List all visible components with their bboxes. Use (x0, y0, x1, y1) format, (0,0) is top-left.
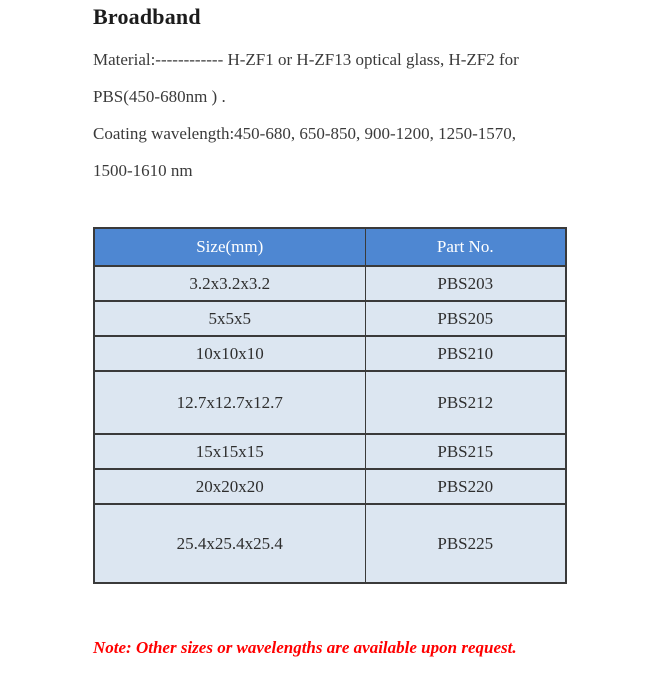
coating-line-2: 1500-1610 nm (93, 161, 193, 180)
coating-line-1: Coating wavelength:450-680, 650-850, 900-1200, 1250-1570, (93, 124, 517, 143)
part-cell: PBS225 (365, 504, 566, 583)
column-header-part: Part No. (365, 228, 566, 266)
table-header-row (94, 228, 566, 266)
size-cell: 10x10x10 (94, 336, 365, 371)
table-row (94, 434, 566, 469)
part-cell: PBS203 (365, 266, 566, 301)
size-cell: 20x20x20 (94, 469, 365, 504)
part-cell: PBS220 (365, 469, 566, 504)
part-cell: PBS205 (365, 301, 566, 336)
size-cell: 25.4x25.4x25.4 (94, 504, 365, 583)
size-cell: 12.7x12.7x12.7 (94, 371, 365, 434)
table-row (94, 336, 566, 371)
part-cell: PBS212 (365, 371, 566, 434)
column-header-size: Size(mm) (94, 228, 365, 266)
table-body (94, 266, 566, 583)
size-part-table (93, 227, 567, 584)
page-title: Broadband (93, 4, 201, 29)
part-cell: PBS210 (365, 336, 566, 371)
part-cell: PBS215 (365, 434, 566, 469)
intro-text (93, 41, 593, 189)
table-row (94, 504, 566, 583)
material-line-2: PBS(450-680nm ) . (93, 87, 226, 106)
note-text: Note: Other sizes or wavelengths are available upon request. (93, 638, 517, 657)
size-cell: 3.2x3.2x3.2 (94, 266, 365, 301)
size-cell: 5x5x5 (94, 301, 365, 336)
table-row (94, 266, 566, 301)
size-cell: 15x15x15 (94, 434, 365, 469)
table-row (94, 469, 566, 504)
material-line-1: Material:------------ H-ZF1 or H-ZF13 optical glass, H-ZF2 for (93, 50, 519, 69)
table-row (94, 371, 566, 434)
table-row (94, 301, 566, 336)
